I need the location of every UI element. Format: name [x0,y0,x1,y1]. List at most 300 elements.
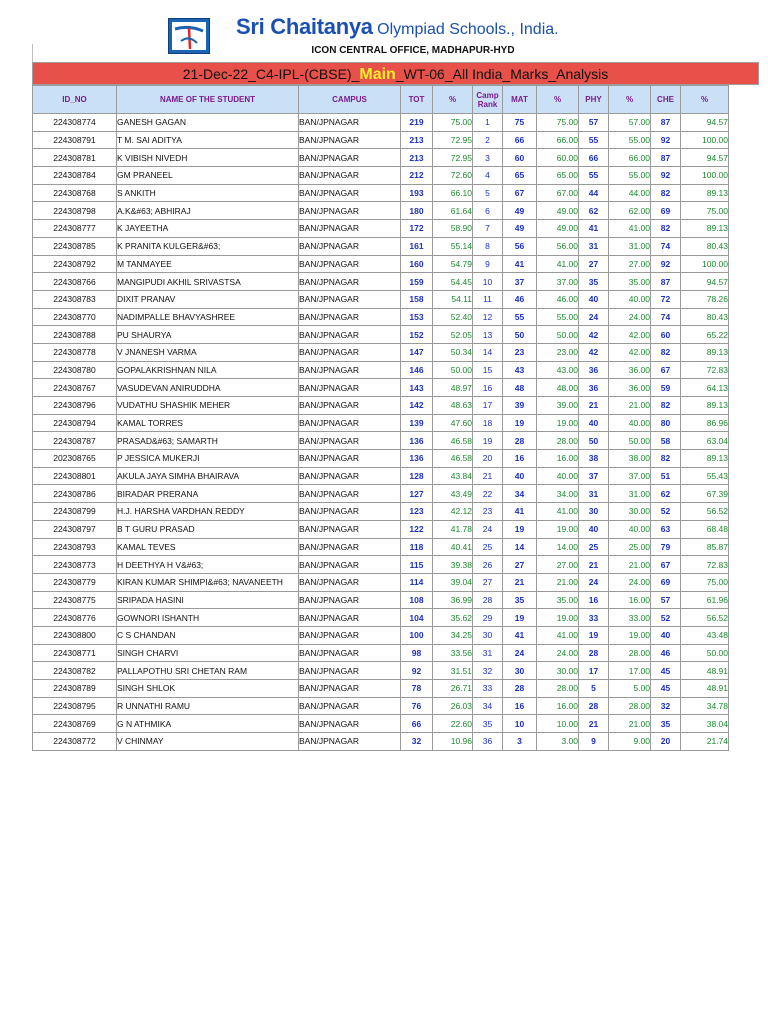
rank-cell: 20 [473,450,503,468]
phy-pct-cell: 5.00 [609,680,651,698]
che-pct-cell: 48.91 [681,680,729,698]
table-row [33,273,729,291]
mat-cell: 41 [503,255,537,273]
id-cell: 224308780 [33,361,117,379]
mat-pct-cell: 49.00 [537,202,579,220]
campus-cell: BAN/JPNAGAR [299,184,401,202]
id-header: ID_NO [33,86,117,114]
phy-cell: 62 [579,202,609,220]
table-row [33,184,729,202]
table-row [33,503,729,521]
tot-pct-cell: 39.38 [433,556,473,574]
tot-pct-cell: 48.97 [433,379,473,397]
tot-cell: 212 [401,167,433,185]
phy-pct-cell: 24.00 [609,573,651,591]
campus-cell: BAN/JPNAGAR [299,450,401,468]
phy-pct-cell: 42.00 [609,326,651,344]
name-cell: GM PRANEEL [117,167,299,185]
tot-cell: 114 [401,573,433,591]
phy-pct-cell: 36.00 [609,379,651,397]
mat-cell: 41 [503,626,537,644]
campus-cell: BAN/JPNAGAR [299,644,401,662]
id-cell: 224308800 [33,626,117,644]
rank-cell: 2 [473,131,503,149]
rank-cell: 27 [473,573,503,591]
tot-pct-cell: 50.34 [433,343,473,361]
mat-pct-cell: 55.00 [537,308,579,326]
phy-pct-cell: 42.00 [609,343,651,361]
che-cell: 82 [651,184,681,202]
mat-pct-cell: 66.00 [537,131,579,149]
mat-cell: 3 [503,733,537,751]
che-cell: 59 [651,379,681,397]
tot-pct-cell: 50.00 [433,361,473,379]
che-pct-cell: 21.74 [681,733,729,751]
name-cell: K PRANITA KULGER&#63; [117,237,299,255]
phy-pct-cell: 35.00 [609,273,651,291]
id-cell: 224308776 [33,609,117,627]
rank-cell: 4 [473,167,503,185]
mat-cell: 23 [503,343,537,361]
mat-cell: 43 [503,361,537,379]
rank-cell: 18 [473,414,503,432]
rank-cell: 30 [473,626,503,644]
mat-pct-cell: 30.00 [537,662,579,680]
che-cell: 52 [651,609,681,627]
name-cell: VUDATHU SHASHIK MEHER [117,397,299,415]
campus-cell: BAN/JPNAGAR [299,485,401,503]
mat-cell: 28 [503,680,537,698]
id-cell: 224308788 [33,326,117,344]
id-cell: 224308792 [33,255,117,273]
name-cell: PU SHAURYA [117,326,299,344]
name-cell: SRIPADA HASINI [117,591,299,609]
id-cell: 224308783 [33,290,117,308]
tot-cell: 158 [401,290,433,308]
mat-cell: 50 [503,326,537,344]
name-cell: DIXIT PRANAV [117,290,299,308]
rank-cell: 8 [473,237,503,255]
campus-cell: BAN/JPNAGAR [299,397,401,415]
mat-pct-cell: 39.00 [537,397,579,415]
name-cell: NADIMPALLE BHAVYASHREE [117,308,299,326]
name-cell: C S CHANDAN [117,626,299,644]
office-text: ICON CENTRAL OFFICE, MADHAPUR-HYD [311,45,515,56]
table-row [33,609,729,627]
che-cell: 87 [651,273,681,291]
che-pct-cell: 64.13 [681,379,729,397]
school-name [236,14,559,40]
tot-cell: 92 [401,662,433,680]
che-cell: 92 [651,131,681,149]
phy-cell: 55 [579,131,609,149]
id-cell: 224308767 [33,379,117,397]
che-cell: 52 [651,503,681,521]
che-pct-cell: 100.00 [681,255,729,273]
tot-pct-cell: 41.78 [433,520,473,538]
mat-pct-cell: 16.00 [537,697,579,715]
mat-cell: 28 [503,432,537,450]
name-cell: GANESH GAGAN [117,114,299,132]
rank-cell: 21 [473,467,503,485]
banner-prefix: 21-Dec-22_C4-IPL-(CBSE)_ [182,66,360,82]
mat-cell: 19 [503,414,537,432]
tot-cell: 98 [401,644,433,662]
mat-pct-cell: 21.00 [537,573,579,591]
mat-cell: 40 [503,467,537,485]
che-cell: 92 [651,255,681,273]
rank-cell: 7 [473,220,503,238]
che-pct-cell: 86.96 [681,414,729,432]
name-cell: PALLAPOTHU SRI CHETAN RAM [117,662,299,680]
rank-cell: 24 [473,520,503,538]
name-cell: VASUDEVAN ANIRUDDHA [117,379,299,397]
phy-cell: 21 [579,397,609,415]
phy-pct-cell: 16.00 [609,591,651,609]
che-cell: 67 [651,361,681,379]
campus-cell: BAN/JPNAGAR [299,733,401,751]
phy-cell: 31 [579,485,609,503]
che-cell: 80 [651,414,681,432]
mat-pct-cell: 65.00 [537,167,579,185]
marks-table [32,85,729,751]
id-cell: 224308768 [33,184,117,202]
mat-pct-cell: 23.00 [537,343,579,361]
mat-pct-cell: 37.00 [537,273,579,291]
mat-cell: 19 [503,520,537,538]
phy-pct-cell: 36.00 [609,361,651,379]
campus-cell: BAN/JPNAGAR [299,379,401,397]
office-address [0,45,768,56]
mat-cell: 41 [503,503,537,521]
table-row [33,680,729,698]
mat-pct-cell: 41.00 [537,626,579,644]
name-cell: P JESSICA MUKERJI [117,450,299,468]
mat-pct-cell: 41.00 [537,503,579,521]
rank-cell: 17 [473,397,503,415]
table-row [33,414,729,432]
che-pct-cell: 75.00 [681,573,729,591]
tot-cell: 76 [401,697,433,715]
id-cell: 224308793 [33,538,117,556]
tot-pct-cell: 58.90 [433,220,473,238]
tot-pct-cell: 52.05 [433,326,473,344]
table-row [33,662,729,680]
name-cell: T M. SAI ADITYA [117,131,299,149]
name-cell: A.K&#63; ABHIRAJ [117,202,299,220]
id-cell: 224308781 [33,149,117,167]
tot-cell: 146 [401,361,433,379]
campus-cell: BAN/JPNAGAR [299,680,401,698]
che-pct-cell: 89.13 [681,450,729,468]
phy-cell: 5 [579,680,609,698]
mat-pct-cell: 60.00 [537,149,579,167]
phy-cell: 50 [579,432,609,450]
rank-cell: 35 [473,715,503,733]
mat-pct-cell: 46.00 [537,290,579,308]
mat-cell: 37 [503,273,537,291]
mat-cell: 19 [503,609,537,627]
mat-cell: 35 [503,591,537,609]
che-cell: 82 [651,450,681,468]
mat-cell: 46 [503,290,537,308]
name-cell: B T GURU PRASAD [117,520,299,538]
phy-pct-cell: 44.00 [609,184,651,202]
table-row [33,591,729,609]
id-cell: 224308777 [33,220,117,238]
table-row [33,255,729,273]
che-pct-cell: 56.52 [681,609,729,627]
name-cell: MANGIPUDI AKHIL SRIVASTSA [117,273,299,291]
table-row [33,520,729,538]
name-cell: SINGH SHLOK [117,680,299,698]
che-pct-cell: 80.43 [681,237,729,255]
rank-cell: 34 [473,697,503,715]
tot-cell: 193 [401,184,433,202]
campus-cell: BAN/JPNAGAR [299,662,401,680]
mat-pct-cell: 75.00 [537,114,579,132]
mat-pct-cell: 19.00 [537,609,579,627]
phy-pct-cell: 62.00 [609,202,651,220]
id-cell: 224308782 [33,662,117,680]
mat-pct-cell: 67.00 [537,184,579,202]
tot-cell: 180 [401,202,433,220]
campus-cell: BAN/JPNAGAR [299,538,401,556]
id-cell: 224308779 [33,573,117,591]
tot-cell: 118 [401,538,433,556]
id-cell: 224308784 [33,167,117,185]
mat-pct-cell: 48.00 [537,379,579,397]
tot-cell: 160 [401,255,433,273]
che-pct-cell: 100.00 [681,131,729,149]
phy-pct-cell: 30.00 [609,503,651,521]
campus-cell: BAN/JPNAGAR [299,308,401,326]
id-cell: 224308791 [33,131,117,149]
name-cell: KAMAL TEVES [117,538,299,556]
phy-pct-cell: 55.00 [609,131,651,149]
phy-cell: 66 [579,149,609,167]
table-row [33,308,729,326]
rank-cell: 15 [473,361,503,379]
mat-cell: 60 [503,149,537,167]
mat-cell: 49 [503,220,537,238]
rank-cell: 10 [473,273,503,291]
tot-pct-cell: 55.14 [433,237,473,255]
tot-pct-cell: 54.79 [433,255,473,273]
phy-cell: 38 [579,450,609,468]
che-cell: 92 [651,167,681,185]
tot-pct-cell: 33.56 [433,644,473,662]
campus-cell: BAN/JPNAGAR [299,715,401,733]
campus-cell: BAN/JPNAGAR [299,361,401,379]
campus-cell: BAN/JPNAGAR [299,520,401,538]
phy-pct-cell: 25.00 [609,538,651,556]
mat-cell: 49 [503,202,537,220]
brand-bold: Sri Chaitanya [236,14,373,39]
mat-cell: 67 [503,184,537,202]
che-cell: 74 [651,237,681,255]
table-row [33,202,729,220]
che-pct-cell: 67.39 [681,485,729,503]
rank-cell: 13 [473,326,503,344]
phy-cell: 19 [579,626,609,644]
campus-cell: BAN/JPNAGAR [299,432,401,450]
tot-pct-cell: 66.10 [433,184,473,202]
mat-pct-cell: 10.00 [537,715,579,733]
phy-pct-cell: 31.00 [609,485,651,503]
che-pct-cell: 48.91 [681,662,729,680]
tot-pct-cell: 26.71 [433,680,473,698]
page-header [0,0,768,62]
phy-header: PHY [579,86,609,114]
tot-pct-cell: 43.84 [433,467,473,485]
tot-pct-cell: 22.60 [433,715,473,733]
rank-cell: 14 [473,343,503,361]
mat-pct-cell: 40.00 [537,467,579,485]
tot-pct-cell: 46.58 [433,432,473,450]
tot-pct-cell: 72.95 [433,131,473,149]
rank-cell: 5 [473,184,503,202]
phy-pct-cell: 17.00 [609,662,651,680]
mat-cell: 27 [503,556,537,574]
campus-cell: BAN/JPNAGAR [299,273,401,291]
phy-cell: 36 [579,379,609,397]
che-cell: 45 [651,680,681,698]
name-cell: H.J. HARSHA VARDHAN REDDY [117,503,299,521]
tot-pct-cell: 36.99 [433,591,473,609]
tot-cell: 139 [401,414,433,432]
mat-pct-cell: 35.00 [537,591,579,609]
mat-cell: 75 [503,114,537,132]
campus-cell: BAN/JPNAGAR [299,167,401,185]
che-cell: 46 [651,644,681,662]
campus-cell: BAN/JPNAGAR [299,237,401,255]
mat-pct-cell: 14.00 [537,538,579,556]
tot-pct-cell: 42.12 [433,503,473,521]
tot-cell: 32 [401,733,433,751]
id-cell: 224308775 [33,591,117,609]
phy-cell: 42 [579,326,609,344]
id-cell: 224308772 [33,733,117,751]
campus-cell: BAN/JPNAGAR [299,220,401,238]
mat-pct-cell: 28.00 [537,432,579,450]
che-pct-cell: 94.57 [681,149,729,167]
tot-pct-cell: 26.03 [433,697,473,715]
phy-cell: 40 [579,520,609,538]
table-header-row [33,86,729,114]
campus-cell: BAN/JPNAGAR [299,326,401,344]
tot-pct-cell: 35.62 [433,609,473,627]
phy-pct-cell: 28.00 [609,697,651,715]
tot-cell: 136 [401,450,433,468]
che-cell: 72 [651,290,681,308]
id-cell: 224308778 [33,343,117,361]
rank-cell: 1 [473,114,503,132]
campus-cell: BAN/JPNAGAR [299,255,401,273]
phy-cell: 28 [579,697,609,715]
che-pct-header: % [681,86,729,114]
mat-cell: 14 [503,538,537,556]
che-pct-cell: 72.83 [681,556,729,574]
rank-cell: 31 [473,644,503,662]
id-cell: 224308771 [33,644,117,662]
table-row [33,397,729,415]
tot-cell: 147 [401,343,433,361]
id-cell: 224308789 [33,680,117,698]
rank-cell: 16 [473,379,503,397]
name-cell: G N ATHMIKA [117,715,299,733]
rank-cell: 29 [473,609,503,627]
campus-cell: BAN/JPNAGAR [299,467,401,485]
mat-pct-cell: 43.00 [537,361,579,379]
campus-cell: BAN/JPNAGAR [299,609,401,627]
phy-cell: 9 [579,733,609,751]
id-cell: 224308797 [33,520,117,538]
phy-cell: 24 [579,308,609,326]
mat-pct-cell: 19.00 [537,520,579,538]
name-cell: K JAYEETHA [117,220,299,238]
name-cell: PRASAD&#63; SAMARTH [117,432,299,450]
rank-cell: 33 [473,680,503,698]
name-cell: KAMAL TORRES [117,414,299,432]
che-cell: 20 [651,733,681,751]
che-pct-cell: 78.26 [681,290,729,308]
mat-pct-header: % [537,86,579,114]
che-pct-cell: 94.57 [681,114,729,132]
mat-cell: 55 [503,308,537,326]
mat-cell: 16 [503,697,537,715]
campus-cell: BAN/JPNAGAR [299,414,401,432]
phy-pct-cell: 27.00 [609,255,651,273]
mat-cell: 24 [503,644,537,662]
table-row [33,167,729,185]
che-cell: 67 [651,556,681,574]
divider [32,44,33,63]
table-row [33,733,729,751]
rank-cell: 3 [473,149,503,167]
che-cell: 35 [651,715,681,733]
che-pct-cell: 68.48 [681,520,729,538]
name-header: NAME OF THE STUDENT [117,86,299,114]
mat-pct-cell: 19.00 [537,414,579,432]
table-row [33,343,729,361]
che-cell: 74 [651,308,681,326]
table-row [33,131,729,149]
tot-cell: 159 [401,273,433,291]
phy-pct-cell: 66.00 [609,149,651,167]
rank-cell: 12 [473,308,503,326]
phy-cell: 24 [579,573,609,591]
che-pct-cell: 85.87 [681,538,729,556]
che-pct-cell: 65.22 [681,326,729,344]
phy-pct-cell: 21.00 [609,397,651,415]
banner-highlight: Main [359,66,396,83]
che-pct-cell: 89.13 [681,220,729,238]
tot-pct-cell: 47.60 [433,414,473,432]
phy-pct-cell: 28.00 [609,644,651,662]
table-row [33,450,729,468]
tot-pct-cell: 31.51 [433,662,473,680]
phy-cell: 36 [579,361,609,379]
table-row [33,326,729,344]
name-cell: GOWNORI ISHANTH [117,609,299,627]
table-row [33,697,729,715]
mat-cell: 16 [503,450,537,468]
mat-cell: 30 [503,662,537,680]
che-pct-cell: 43.48 [681,626,729,644]
campus-cell: BAN/JPNAGAR [299,591,401,609]
table-row [33,644,729,662]
